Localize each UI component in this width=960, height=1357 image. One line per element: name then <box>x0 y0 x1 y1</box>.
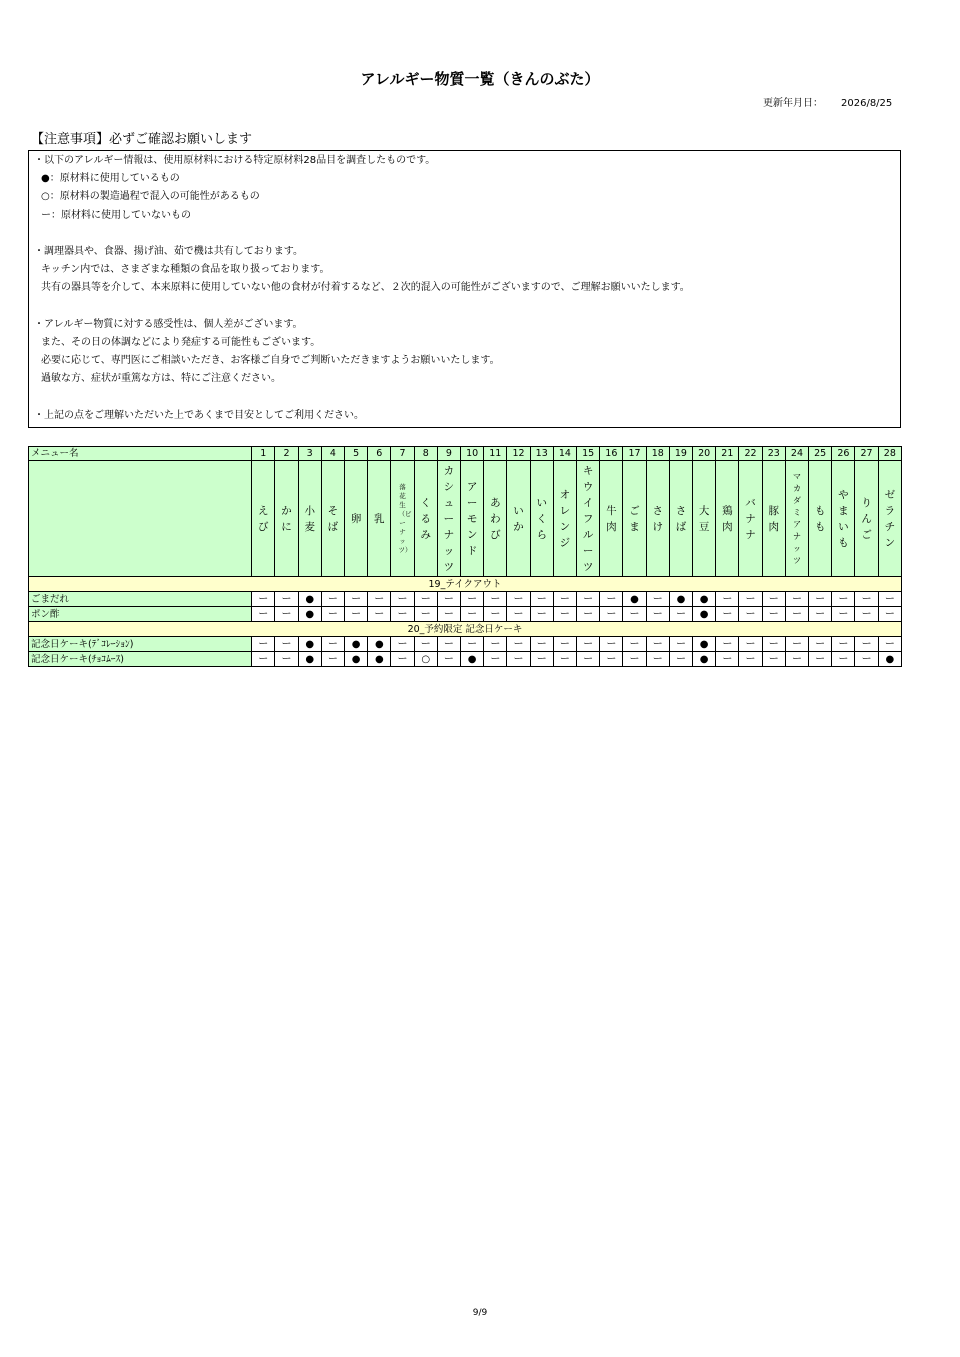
allergen-mark: ● <box>693 637 716 652</box>
allergen-number: 3 <box>298 447 321 461</box>
allergen-name: オレンジ <box>559 488 571 549</box>
allergen-mark: ー <box>391 652 414 667</box>
allergen-table <box>28 446 902 667</box>
allergen-number: 8 <box>414 447 437 461</box>
allergen-name-cell <box>693 461 716 577</box>
allergen-mark: ー <box>762 607 785 622</box>
allergen-name: 乳 <box>374 512 385 525</box>
allergen-name-cell <box>785 461 808 577</box>
allergen-mark: ー <box>600 652 623 667</box>
allergen-mark: ー <box>716 607 739 622</box>
allergen-mark: ー <box>275 592 298 607</box>
allergen-mark: ー <box>646 652 669 667</box>
updated-value: 2026/8/25 <box>841 98 893 109</box>
allergen-mark: ー <box>669 652 692 667</box>
allergen-number: 27 <box>855 447 878 461</box>
note-line: ○：原材料の製造過程で混入の可能性があるもの <box>41 191 260 203</box>
allergen-mark: ー <box>855 637 878 652</box>
allergen-mark: ー <box>368 592 391 607</box>
allergen-mark: ー <box>785 607 808 622</box>
allergen-mark: ー <box>762 652 785 667</box>
allergen-name: かに <box>281 504 292 533</box>
allergen-mark: ー <box>855 652 878 667</box>
allergen-mark: ー <box>646 607 669 622</box>
allergen-name-cell <box>530 461 553 577</box>
allergen-mark: ー <box>553 652 576 667</box>
allergen-name-cell <box>600 461 623 577</box>
allergen-number: 28 <box>878 447 901 461</box>
allergen-name-cell <box>623 461 646 577</box>
allergen-mark: ー <box>809 607 832 622</box>
allergen-name: もも <box>814 504 826 533</box>
menu-item-row <box>29 607 902 622</box>
note-line: ・以下のアレルギー情報は、使用原材料における特定原材料28品目を調査したものです。 <box>34 155 436 166</box>
allergen-mark: ー <box>577 607 600 622</box>
allergen-mark: ● <box>298 637 321 652</box>
allergen-mark: ー <box>321 592 344 607</box>
allergen-name: りんご <box>861 496 872 541</box>
allergen-mark: ● <box>693 607 716 622</box>
allergen-name-cell <box>553 461 576 577</box>
menu-item-name: ポン酢 <box>29 607 252 622</box>
category-row <box>29 622 902 637</box>
allergen-number: 7 <box>391 447 414 461</box>
allergen-mark: ー <box>669 607 692 622</box>
allergen-name-cell <box>832 461 855 577</box>
page-title: アレルギー物質一覧（きんのぶた） <box>360 70 600 88</box>
allergen-mark: ● <box>368 637 391 652</box>
allergen-name-cell <box>461 461 484 577</box>
allergen-mark: ー <box>414 607 437 622</box>
allergen-mark: ● <box>693 592 716 607</box>
allergen-name: あわび <box>490 496 501 541</box>
allergen-name: マカダミアナッツ <box>792 471 801 565</box>
allergen-name: カシューナッツ <box>443 464 455 573</box>
note-line <box>29 388 900 406</box>
page-number: 9/9 <box>472 1308 488 1318</box>
allergen-name-cell <box>275 461 298 577</box>
allergen-number: 17 <box>623 447 646 461</box>
allergen-mark: ー <box>530 607 553 622</box>
allergen-name-cell <box>669 461 692 577</box>
allergen-name: 牛肉 <box>606 504 617 533</box>
allergen-mark: ー <box>252 637 275 652</box>
allergen-mark: ー <box>553 607 576 622</box>
allergen-number: 10 <box>461 447 484 461</box>
allergen-name: さけ <box>652 504 663 533</box>
notes-box <box>28 150 901 428</box>
allergen-mark: ー <box>809 637 832 652</box>
allergen-mark: ー <box>275 607 298 622</box>
allergen-mark: ー <box>716 592 739 607</box>
allergen-mark: ー <box>484 637 507 652</box>
allergen-mark: ● <box>669 592 692 607</box>
allergen-mark: ー <box>345 592 368 607</box>
allergen-name-cell <box>484 461 507 577</box>
updated-date <box>763 94 892 109</box>
allergen-mark: ● <box>368 652 391 667</box>
allergen-name-cell <box>368 461 391 577</box>
allergen-mark: ー <box>553 637 576 652</box>
allergen-number: 13 <box>530 447 553 461</box>
allergen-mark: ー <box>507 592 530 607</box>
allergen-mark: ● <box>298 592 321 607</box>
header-name-row <box>29 461 902 577</box>
allergen-number: 20 <box>693 447 716 461</box>
note-line: 必要に応じて、専門医にご相談いただき、お客様ご自身でご判断いただきますようお願いいたします。 <box>41 355 500 367</box>
allergen-mark: ー <box>600 592 623 607</box>
note-line: 過敏な方、症状が重篤な方は、特にご注意ください。 <box>41 373 281 385</box>
allergen-mark: ー <box>437 607 460 622</box>
allergen-name-cell <box>391 461 414 577</box>
allergen-name: さば <box>675 504 687 533</box>
allergen-name-cell <box>762 461 785 577</box>
allergen-mark: ー <box>739 652 762 667</box>
allergen-mark: ○ <box>414 652 437 667</box>
allergen-number: 18 <box>646 447 669 461</box>
allergen-mark: ー <box>484 592 507 607</box>
allergen-mark: ー <box>391 592 414 607</box>
allergen-mark: ー <box>275 652 298 667</box>
note-line <box>29 225 900 243</box>
allergen-number: 4 <box>321 447 344 461</box>
allergen-name-cell <box>252 461 275 577</box>
allergen-name: ゼラチン <box>884 488 896 549</box>
allergen-mark: ● <box>345 637 368 652</box>
allergen-number: 16 <box>600 447 623 461</box>
category-label: 20_予約限定 記念日ケーキ <box>29 622 902 637</box>
allergen-mark: ー <box>623 637 646 652</box>
allergen-mark: ー <box>437 652 460 667</box>
allergen-mark: ー <box>646 637 669 652</box>
allergen-mark: ー <box>623 652 646 667</box>
menu-item-name: ごまだれ <box>29 592 252 607</box>
allergen-name: 大豆 <box>698 504 710 533</box>
allergen-mark: ー <box>507 652 530 667</box>
allergen-mark: ー <box>391 607 414 622</box>
allergen-mark: ー <box>809 592 832 607</box>
allergen-mark: ー <box>855 592 878 607</box>
allergen-mark: ー <box>321 607 344 622</box>
allergen-number: 6 <box>368 447 391 461</box>
allergen-mark: ー <box>461 607 484 622</box>
allergen-name: やまいも <box>838 488 849 549</box>
allergen-mark: ー <box>716 637 739 652</box>
allergen-mark: ー <box>739 592 762 607</box>
allergen-name-cell <box>321 461 344 577</box>
allergen-mark: ー <box>646 592 669 607</box>
category-label: 19_テイクアウト <box>29 577 902 592</box>
allergen-mark: ー <box>321 637 344 652</box>
allergen-mark: ー <box>669 637 692 652</box>
allergen-mark: ー <box>345 607 368 622</box>
allergen-mark: ー <box>461 592 484 607</box>
allergen-number: 19 <box>669 447 692 461</box>
allergen-mark: ー <box>507 607 530 622</box>
category-row <box>29 577 902 592</box>
menu-item-name: 記念日ケーキ(ﾁｮｺﾑｰｽ) <box>29 652 252 667</box>
allergen-name: くるみ <box>420 496 431 541</box>
allergen-name: えび <box>258 504 269 533</box>
allergen-name-cell <box>855 461 878 577</box>
allergen-mark: ー <box>252 592 275 607</box>
note-line: ・上記の点をご理解いただいた上であくまで目安としてご利用ください。 <box>34 409 364 421</box>
note-line: ・調理器具や、食器、揚げ油、茹で機は共有しております。 <box>34 245 303 257</box>
notes-heading: 【注意事項】必ずご確認お願いします <box>31 132 253 147</box>
note-line: ー：原材料に使用していないもの <box>41 209 191 221</box>
allergen-name-cell <box>507 461 530 577</box>
allergen-name: いくら <box>536 496 547 541</box>
allergen-name: ごま <box>629 504 640 533</box>
allergen-number: 23 <box>762 447 785 461</box>
allergen-mark: ー <box>321 652 344 667</box>
allergen-mark: ー <box>414 637 437 652</box>
allergen-mark: ー <box>530 652 553 667</box>
allergen-name-cell <box>809 461 832 577</box>
allergen-mark: ー <box>414 592 437 607</box>
allergen-name-cell <box>739 461 762 577</box>
allergen-mark: ー <box>623 607 646 622</box>
allergen-mark: ー <box>878 637 901 652</box>
allergen-name-cell <box>298 461 321 577</box>
allergen-mark: ー <box>785 652 808 667</box>
allergen-mark: ー <box>762 592 785 607</box>
allergen-number: 26 <box>832 447 855 461</box>
allergen-mark: ー <box>530 592 553 607</box>
allergen-mark: ● <box>623 592 646 607</box>
allergen-mark: ー <box>878 592 901 607</box>
allergen-mark: ー <box>716 652 739 667</box>
allergen-number: 25 <box>809 447 832 461</box>
allergen-mark: ー <box>600 607 623 622</box>
allergen-mark: ー <box>577 652 600 667</box>
allergen-mark: ー <box>785 592 808 607</box>
allergen-mark: ー <box>577 637 600 652</box>
allergen-number: 1 <box>252 447 275 461</box>
allergen-mark: ー <box>368 607 391 622</box>
allergen-mark: ー <box>530 637 553 652</box>
note-line: また、その日の体調などにより発症する可能性もございます。 <box>41 336 321 348</box>
note-line: 共有の器具等を介して、本来原料に使用していない他の食材が付着するなど、２次的混入の可能性がございますので、ご理解お願いいたします。 <box>41 282 690 294</box>
allergen-name: 小麦 <box>304 504 315 533</box>
allergen-number: 14 <box>553 447 576 461</box>
allergen-mark: ー <box>832 592 855 607</box>
allergen-name: 卵 <box>350 512 362 525</box>
note-line: ●：原材料に使用しているもの <box>41 173 180 185</box>
allergen-mark: ー <box>252 652 275 667</box>
header-number-row <box>29 447 902 461</box>
allergen-mark: ● <box>878 652 901 667</box>
header-blank-cell <box>29 461 252 577</box>
allergen-name-cell <box>716 461 739 577</box>
allergen-mark: ー <box>507 637 530 652</box>
allergen-mark: ー <box>878 607 901 622</box>
menu-item-row <box>29 652 902 667</box>
allergen-mark: ● <box>298 652 321 667</box>
allergen-name-cell <box>646 461 669 577</box>
allergen-mark: ● <box>345 652 368 667</box>
allergen-mark: ー <box>437 592 460 607</box>
allergen-name: アーモンド <box>466 480 478 557</box>
allergen-number: 15 <box>577 447 600 461</box>
menu-item-name: 記念日ケーキ(ﾃﾞｺﾚｰｼｮﾝ) <box>29 637 252 652</box>
allergen-name: そば <box>327 504 339 533</box>
allergen-name: 落花生（ピーナッツ） <box>398 482 412 554</box>
allergen-mark: ー <box>252 607 275 622</box>
allergen-name: 鶏肉 <box>722 504 733 533</box>
allergen-number: 22 <box>739 447 762 461</box>
allergen-mark: ー <box>275 637 298 652</box>
allergen-name-cell <box>414 461 437 577</box>
note-line: キッチン内では、さまざまな種類の食品を取り扱っております。 <box>41 264 330 276</box>
allergen-number: 21 <box>716 447 739 461</box>
allergen-mark: ー <box>832 652 855 667</box>
allergen-mark: ー <box>484 652 507 667</box>
menu-item-row <box>29 637 902 652</box>
note-line <box>29 298 900 316</box>
allergen-name: いか <box>513 504 524 533</box>
allergen-mark: ー <box>437 637 460 652</box>
allergen-name: バナナ <box>745 496 756 541</box>
allergen-name-cell <box>345 461 368 577</box>
allergen-number: 2 <box>275 447 298 461</box>
allergen-number: 24 <box>785 447 808 461</box>
allergen-name: キウイフルーツ <box>582 464 594 573</box>
allergen-mark: ー <box>855 607 878 622</box>
allergen-mark: ー <box>739 637 762 652</box>
allergen-mark: ー <box>809 652 832 667</box>
allergen-number: 11 <box>484 447 507 461</box>
allergen-mark: ー <box>553 592 576 607</box>
menu-item-row <box>29 592 902 607</box>
allergen-name-cell <box>437 461 460 577</box>
allergen-mark: ー <box>785 637 808 652</box>
allergen-number: 5 <box>345 447 368 461</box>
allergen-mark: ー <box>832 607 855 622</box>
note-line: ・アレルギー物質に対する感受性は、個人差がございます。 <box>34 318 303 330</box>
allergen-number: 9 <box>437 447 460 461</box>
allergen-name-cell <box>577 461 600 577</box>
updated-label: 更新年月日： <box>763 98 823 109</box>
allergen-mark: ー <box>600 637 623 652</box>
allergen-mark: ー <box>461 637 484 652</box>
allergen-name: 豚肉 <box>768 504 779 533</box>
allergen-mark: ー <box>739 607 762 622</box>
allergen-number: 12 <box>507 447 530 461</box>
allergen-mark: ー <box>577 592 600 607</box>
allergen-mark: ● <box>693 652 716 667</box>
allergen-mark: ー <box>762 637 785 652</box>
allergen-name-cell <box>878 461 901 577</box>
allergen-mark: ● <box>461 652 484 667</box>
allergen-mark: ー <box>832 637 855 652</box>
allergen-mark: ー <box>391 637 414 652</box>
menu-name-header: メニュー名 <box>29 447 252 461</box>
allergen-mark: ● <box>298 607 321 622</box>
allergen-mark: ー <box>484 607 507 622</box>
